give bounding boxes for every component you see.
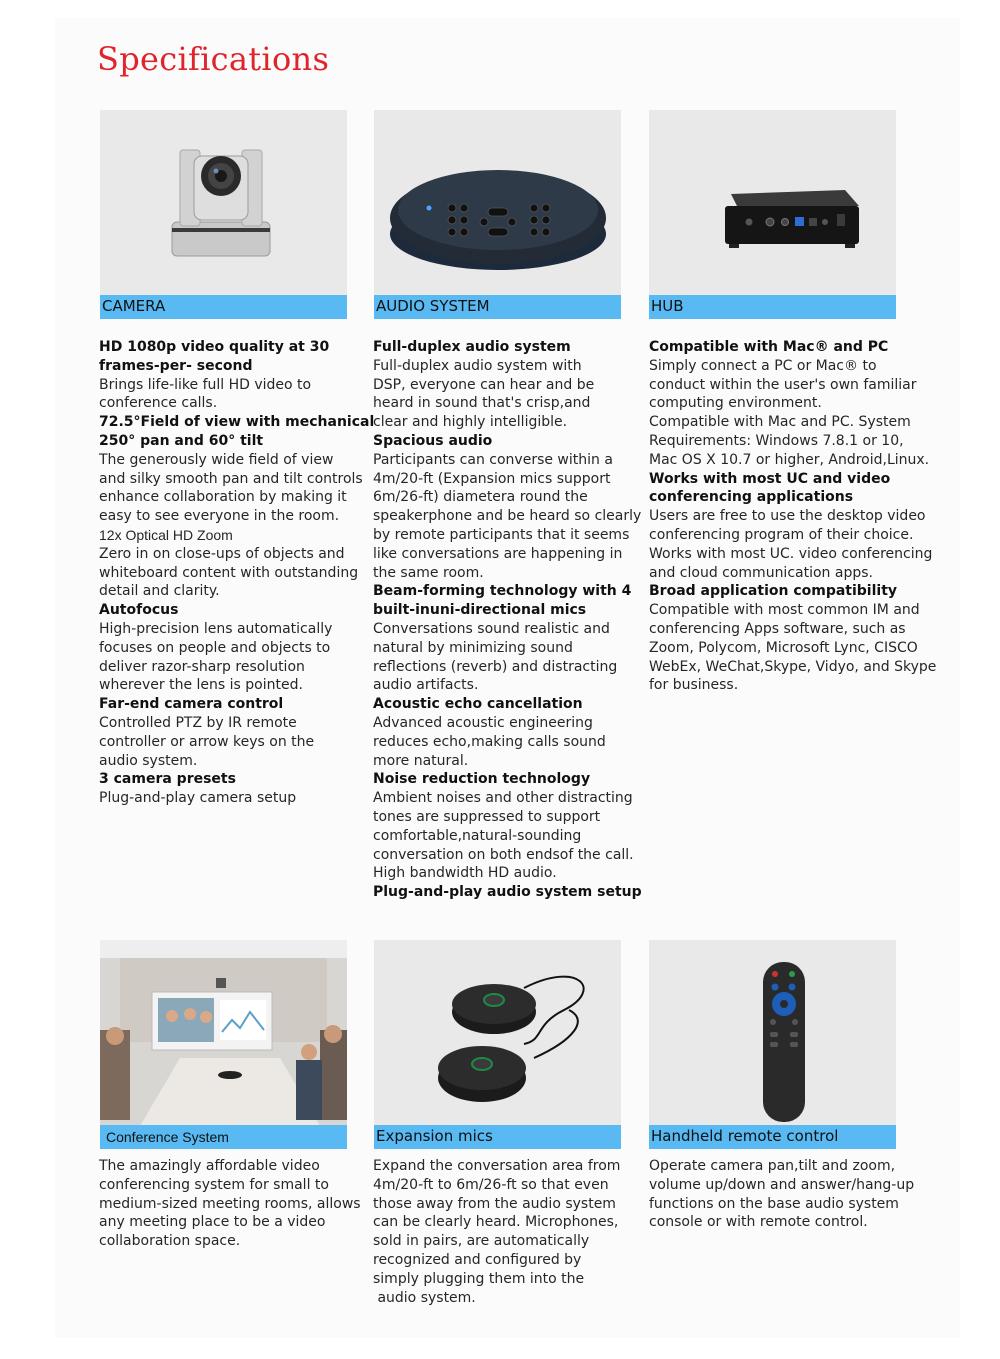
text-line: conferencing program of their choice. [649,526,914,543]
text-line: 6m/26-ft) diametera round the [373,489,588,506]
text-line: audio artifacts. [373,677,479,694]
hub-label: HUB [651,297,684,315]
text-line: Requirements: Windows 7.8.1 or 10, [649,432,904,449]
text-line: focuses on people and objects to [99,639,331,656]
text-line: volume up/down and answer/hang-up [649,1176,915,1193]
hub-box-icon [649,110,896,296]
text-line: sold in pairs, are automatically [373,1233,590,1250]
text-line: and cloud communication apps. [649,564,873,581]
text-line: enhance collaboration by making it [99,489,347,506]
text-line: Beam-forming technology with 4 [373,583,632,600]
text-line: Plug-and-play audio system setup [373,884,642,901]
conference-room-photo [100,940,347,1126]
ptz-camera-icon [100,110,347,296]
text-line: functions on the base audio system [649,1195,899,1212]
text-line: DSP, everyone can hear and be [373,376,595,393]
text-line: more natural. [373,752,469,769]
camera-label-bar [100,295,347,319]
hub-image [649,110,896,296]
text-line: High-precision lens automatically [99,620,333,637]
text-line: conferencing Apps software, such as [649,620,906,637]
text-line: Compatible with most common IM and [649,602,920,619]
audio-text [373,338,642,902]
text-line: Plug-and-play camera setup [99,790,297,807]
text-line: reduces echo,making calls sound [373,733,606,750]
text-line: Simply connect a PC or Mac® to [649,357,877,374]
text-line: Operate camera pan,tilt and zoom, [649,1158,896,1174]
text-line: Expand the conversation area from [373,1158,621,1174]
text-line: for business. [649,677,739,694]
conference-label: Conference System [106,1129,229,1145]
text-line: Controlled PTZ by IR remote [99,714,297,731]
audio-label-bar [374,295,621,319]
text-line: heard in sound that's crisp,and [373,395,591,412]
text-line: speakerphone and be heard so clearly [373,508,642,525]
text-line: and silky smooth pan and tilt controls [99,470,363,487]
text-line: the same room. [373,564,484,581]
text-line: HD 1080p video quality at 30 [99,339,330,355]
text-line: reflections (reverb) and distracting [373,658,618,675]
text-line: frames-per- second [99,357,253,374]
text-line: conferencing applications [649,489,854,506]
text-line: medium-sized meeting rooms, allows [99,1195,361,1212]
conference-label-bar [100,1125,347,1149]
camera-image [100,110,347,296]
text-line: Users are free to use the desktop video [649,508,926,525]
text-line: simply plugging them into the [373,1270,585,1287]
text-line: by remote participants that it seems [373,526,630,543]
text-line: built-inuni-directional mics [373,602,587,619]
text-line: 72.5°Field of view with mechanical [99,414,375,431]
text-line: deliver razor-sharp resolution [99,658,305,675]
text-line: tones are suppressed to support [373,808,601,825]
text-line: wherever the lens is pointed. [99,677,303,694]
text-line: Zoom, Polycom, Microsoft Lync, CISCO [649,639,918,656]
text-line: collaboration space. [99,1233,241,1250]
text-line: Acoustic echo cancellation [373,696,583,713]
hub-text [649,338,936,695]
text-line: WebEx, WeChat,Skype, Vidyo, and Skype [649,658,937,675]
text-line: 4m/20-ft to 6m/26-ft so that even [373,1176,609,1193]
text-line: computing environment. [649,395,822,412]
remote-label-bar [649,1125,896,1149]
text-line: clear and highly intelligible. [373,414,568,431]
text-line: conferencing system for small to [99,1176,329,1193]
audio-image [374,110,621,296]
mics-label-bar [374,1125,621,1149]
text-line: Works with most UC and video [649,470,891,487]
text-line: 3 camera presets [99,771,236,788]
text-line: whiteboard content with outstanding [99,564,359,581]
text-line: Full-duplex audio system [373,339,571,355]
text-line: conduct within the user's own familiar [649,376,917,393]
remote-text [649,1157,914,1232]
camera-label: CAMERA [102,297,166,315]
text-line: Compatible with Mac and PC. System [649,414,911,431]
text-line: natural by minimizing sound [373,639,573,656]
text-line: recognized and configured by [373,1251,582,1268]
mics-image [374,940,621,1126]
text-line: conversation on both endsof the call. [373,846,634,863]
expansion-mics-icon [374,940,621,1126]
text-line: comfortable,natural-sounding [373,827,582,844]
text-line: conference calls. [99,395,218,412]
remote-image [649,940,896,1126]
remote-label: Handheld remote control [651,1127,839,1145]
text-line: 12x Optical HD Zoom [99,526,233,543]
page-title: Specifications [97,40,330,78]
audio-label: AUDIO SYSTEM [376,297,490,315]
text-line: Zero in on close-ups of objects and [99,545,345,562]
text-line: Compatible with Mac® and PC [649,339,889,355]
text-line: 4m/20-ft (Expansion mics support [373,470,611,487]
text-line: Spacious audio [373,432,493,449]
mics-text [373,1157,620,1307]
text-line: like conversations are happening in [373,545,623,562]
text-line: console or with remote control. [649,1214,868,1231]
hub-label-bar [649,295,896,319]
text-line: Autofocus [99,602,179,619]
text-line: Brings life-like full HD video to [99,376,312,393]
text-line: Works with most UC. video conferencing [649,545,933,562]
text-line: Far-end camera control [99,696,284,713]
text-line: Conversations sound realistic and [373,620,610,637]
text-line: The generously wide field of view [99,451,334,468]
text-line: Participants can converse within a [373,451,613,468]
remote-control-icon [649,940,896,1126]
text-line: Noise reduction technology [373,771,591,788]
speakerphone-icon [374,110,621,296]
text-line: easy to see everyone in the room. [99,508,340,525]
text-line: can be clearly heard. Microphones, [373,1214,619,1231]
camera-text [99,338,374,808]
text-line: audio system. [373,1289,476,1306]
text-line: 250° pan and 60° tilt [99,432,264,449]
text-line: detail and clarity. [99,583,220,600]
text-line: Ambient noises and other distracting [373,790,633,807]
text-line: Mac OS X 10.7 or higher, Android,Linux. [649,451,930,468]
text-line: High bandwidth HD audio. [373,865,557,882]
text-line: controller or arrow keys on the [99,733,315,750]
text-line: audio system. [99,752,198,769]
mics-label: Expansion mics [376,1127,493,1145]
text-line: Full-duplex audio system with [373,357,582,374]
text-line: Advanced acoustic engineering [373,714,593,731]
conference-text [99,1157,361,1251]
text-line: any meeting place to be a video [99,1214,326,1231]
text-line: The amazingly affordable video [99,1158,320,1174]
text-line: Broad application compatibility [649,583,898,600]
text-line: those away from the audio system [373,1195,616,1212]
conference-image [100,940,347,1126]
